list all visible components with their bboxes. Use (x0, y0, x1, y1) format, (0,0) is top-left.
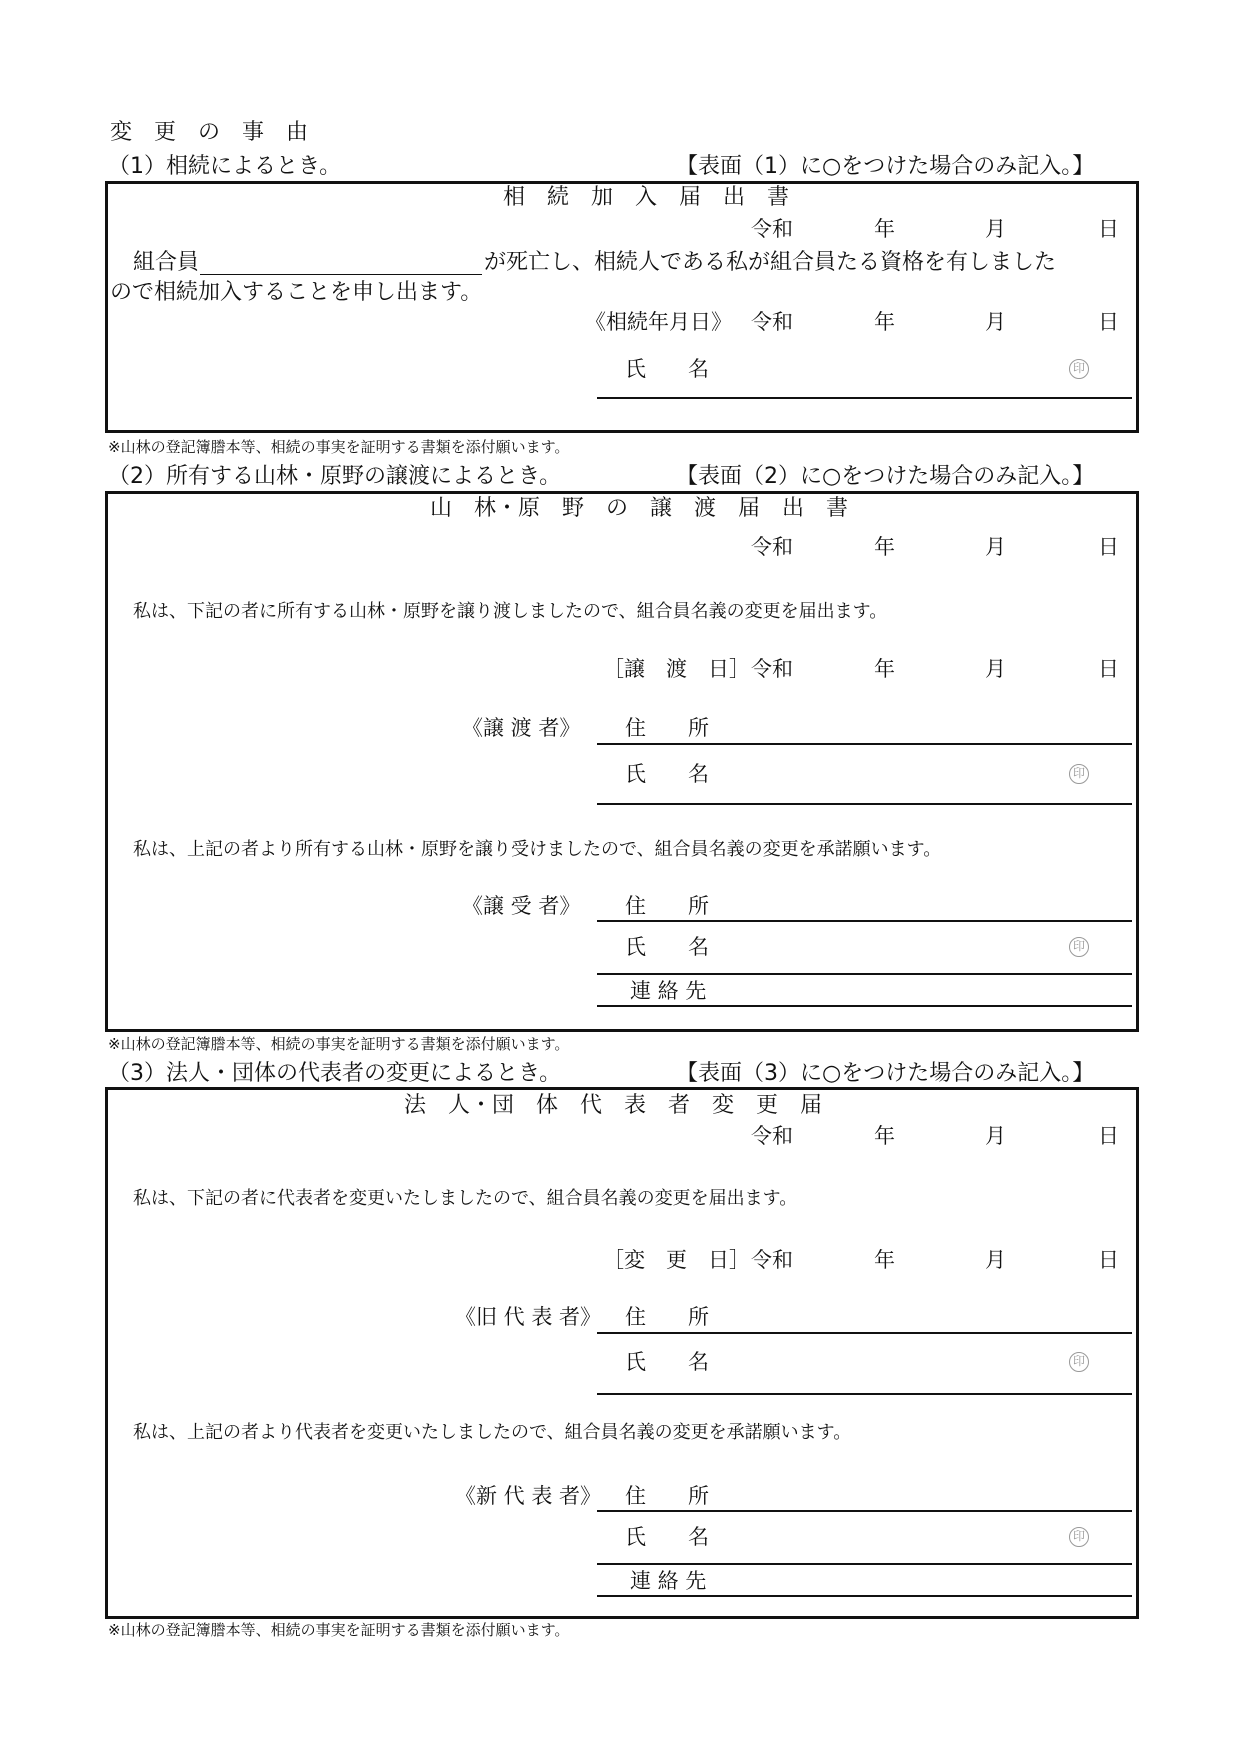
section3-form-title: 法 人・団 体 代 表 者 変 更 届 (404, 1093, 823, 1118)
seal-icon: 印 (1069, 937, 1089, 957)
section2-contact-label: 連 絡 先 (630, 979, 707, 1003)
section3-contact-line[interactable] (597, 1595, 1132, 1597)
section2-transferor-name-line[interactable] (597, 803, 1132, 805)
section1-note: 【表面（1）に○をつけた場合のみ記入。】 (676, 154, 1095, 179)
section2-footnote: ※山林の登記簿謄本等、相続の事実を証明する書類を添付願います。 (108, 1035, 570, 1053)
seal-icon: 印 (1069, 359, 1089, 379)
section1-inherit-date-label: 《相続年月日》 (585, 310, 732, 334)
section1-body-line2: ので相続加入することを申し出ます。 (110, 280, 483, 305)
section2-transferor-address-label: 住 所 (625, 716, 709, 740)
section2-transferor-name-label: 氏 名 (625, 762, 709, 786)
section1-heading: （1）相続によるとき。 (108, 154, 342, 179)
section2-transferee-label: 《譲 受 者》 (462, 894, 581, 918)
section3-day: 日 (1098, 1124, 1119, 1148)
seal-icon: 印 (1069, 1527, 1089, 1547)
section3-change-era: 令和 (751, 1248, 793, 1272)
section2-month: 月 (985, 535, 1006, 559)
section3-statement1: 私は、下記の者に代表者を変更いたしましたので、組合員名義の変更を届出ます。 (133, 1188, 798, 1209)
section2-transfer-month: 月 (985, 657, 1006, 681)
section1-inherit-month: 月 (985, 310, 1006, 334)
section3-new-rep-name-line[interactable] (597, 1563, 1132, 1565)
section2-transferee-address-label: 住 所 (625, 894, 709, 918)
section3-box (105, 1087, 1139, 1619)
section3-old-rep-address-label: 住 所 (625, 1305, 709, 1329)
section3-note: 【表面（3）に○をつけた場合のみ記入。】 (676, 1061, 1095, 1086)
section3-statement2: 私は、上記の者より代表者を変更いたしましたので、組合員名義の変更を承諾願います。 (133, 1422, 852, 1443)
section2-transferee-address-line[interactable] (597, 920, 1132, 922)
section2-transfer-era: 令和 (751, 657, 793, 681)
section3-heading: （3）法人・団体の代表者の変更によるとき。 (108, 1061, 562, 1086)
section1-day: 日 (1098, 217, 1119, 241)
section3-old-rep-address-line[interactable] (597, 1332, 1132, 1334)
section2-box (105, 491, 1139, 1032)
page-title: 変 更 の 事 由 (110, 120, 309, 145)
section3-change-date-label: ［変 更 日］ (603, 1248, 750, 1272)
section3-date-era: 令和 (751, 1124, 793, 1148)
section1-inherit-year: 年 (874, 310, 895, 334)
section1-date-era: 令和 (751, 217, 793, 241)
section3-new-rep-name-label: 氏 名 (625, 1525, 709, 1549)
section1-name-label: 氏 名 (625, 357, 709, 381)
section3-change-month: 月 (985, 1248, 1006, 1272)
section2-transferee-name-line[interactable] (597, 973, 1132, 975)
section2-heading: （2）所有する山林・原野の譲渡によるとき。 (108, 464, 562, 489)
section2-year: 年 (874, 535, 895, 559)
section2-date-era: 令和 (751, 535, 793, 559)
section2-day: 日 (1098, 535, 1119, 559)
section1-name-line[interactable] (597, 397, 1132, 399)
section3-contact-label: 連 絡 先 (630, 1569, 707, 1593)
section3-new-rep-label: 《新 代 表 者》 (455, 1484, 602, 1508)
section3-change-year: 年 (874, 1248, 895, 1272)
section1-inherit-day: 日 (1098, 310, 1119, 334)
deceased-member-field[interactable] (200, 274, 482, 275)
seal-icon: 印 (1069, 1352, 1089, 1372)
section2-transferor-label: 《譲 渡 者》 (462, 716, 581, 740)
section1-body-suffix: が死亡し、相続人である私が組合員たる資格を有しました (484, 250, 1057, 275)
section3-footnote: ※山林の登記簿謄本等、相続の事実を証明する書類を添付願います。 (108, 1621, 570, 1639)
section2-form-title: 山 林・原 野 の 譲 渡 届 出 書 (430, 496, 849, 521)
section1-month: 月 (985, 217, 1006, 241)
section3-old-rep-name-label: 氏 名 (625, 1350, 709, 1374)
section1-year: 年 (874, 217, 895, 241)
seal-icon: 印 (1069, 764, 1089, 784)
section3-old-rep-label: 《旧 代 表 者》 (455, 1305, 602, 1329)
section2-note: 【表面（2）に○をつけた場合のみ記入。】 (676, 464, 1095, 489)
section3-year: 年 (874, 1124, 895, 1148)
section2-transfer-year: 年 (874, 657, 895, 681)
section2-transferee-name-label: 氏 名 (625, 935, 709, 959)
section2-transfer-day: 日 (1098, 657, 1119, 681)
section1-body-prefix: 組合員 (133, 250, 200, 275)
section2-transfer-date-label: ［譲 渡 日］ (603, 657, 750, 681)
section3-month: 月 (985, 1124, 1006, 1148)
section2-transferor-address-line[interactable] (597, 743, 1132, 745)
section2-statement2: 私は、上記の者より所有する山林・原野を譲り受けましたので、組合員名義の変更を承諾願います。 (133, 839, 942, 860)
section3-new-rep-address-line[interactable] (597, 1510, 1132, 1512)
section1-form-title: 相 続 加 入 届 出 書 (503, 185, 790, 210)
section1-inherit-era: 令和 (751, 310, 793, 334)
section3-old-rep-name-line[interactable] (597, 1393, 1132, 1395)
section1-box (105, 181, 1139, 433)
section2-contact-line[interactable] (597, 1005, 1132, 1007)
section1-footnote: ※山林の登記簿謄本等、相続の事実を証明する書類を添付願います。 (108, 438, 570, 456)
section3-new-rep-address-label: 住 所 (625, 1484, 709, 1508)
section3-change-day: 日 (1098, 1248, 1119, 1272)
section2-statement1: 私は、下記の者に所有する山林・原野を譲り渡しましたので、組合員名義の変更を届出ます。 (133, 601, 888, 622)
